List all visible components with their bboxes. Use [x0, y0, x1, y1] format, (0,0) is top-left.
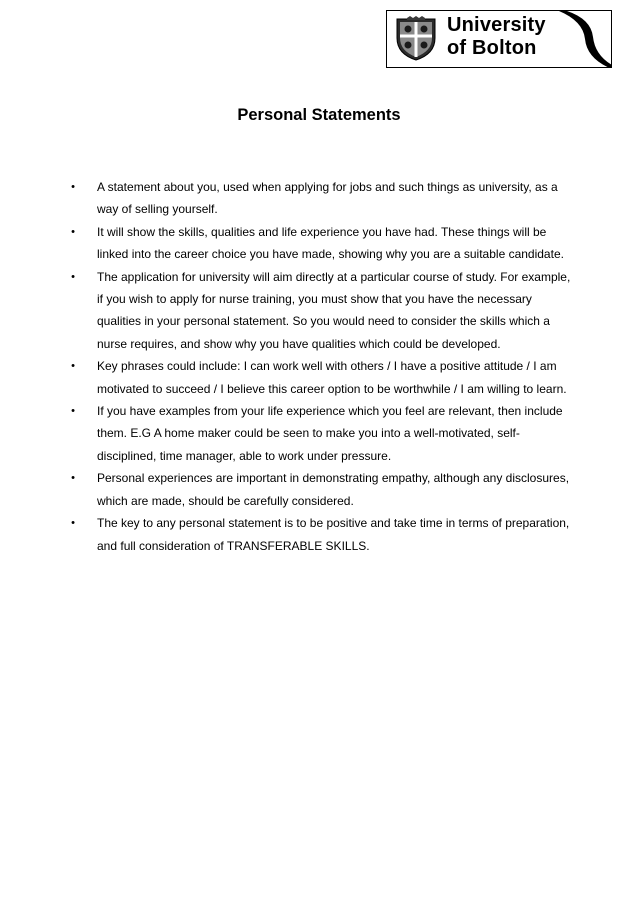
bullet-icon: •: [71, 472, 75, 485]
bullet-icon: •: [71, 517, 75, 530]
list-item: [0, 400, 638, 467]
list-item: [0, 266, 638, 356]
list-item: [0, 355, 638, 400]
bullet-text: It will show the skills, qualities and life experience you have had. These things will be linked into the career choice you have made, showing why you are a suitable candidate.: [97, 224, 564, 262]
bullet-icon: •: [71, 360, 75, 373]
bullet-text: Key phrases could include: I can work well with others / I have a positive attitude / I am motivated to succeed / I believe this career option to be worthwhile / I am willing to learn.: [97, 359, 567, 396]
logo-line-2: of Bolton: [447, 37, 537, 59]
statement-bullet-list: [0, 176, 638, 557]
list-item: [0, 512, 638, 557]
logo-line-1: University: [447, 14, 546, 36]
list-item: [0, 176, 638, 221]
swoosh-icon: [557, 11, 612, 68]
bullet-text: The key to any personal statement is to be positive and take time in terms of preparation, and full consideration of TRANSFERABLE SKILLS.: [97, 516, 570, 553]
bullet-icon: •: [71, 181, 75, 193]
bullet-icon: •: [71, 225, 75, 238]
logo-wordmark: [447, 14, 546, 60]
bullet-text: If you have examples from your life experience which you feel are relevant, then include them. E.G A home maker could be seen to make you into a well-motivated, self-disciplined, time manager, able to work under pressure.: [97, 404, 563, 463]
bullet-text: A statement about you, used when applying for jobs and such things as university, as a way of selling yourself.: [97, 180, 558, 217]
bullet-text: The application for university will aim directly at a particular course of study. For example, if you wish to apply for nurse training, you must show that you have the necessary qualities in your personal statement. So you would need to consider the skills which a nurse requires, and show why you have qualities which could be developed.: [97, 269, 571, 351]
page-title: Personal Statements: [237, 106, 401, 124]
crest-shield-icon: [393, 16, 439, 62]
list-item: [0, 221, 638, 266]
university-logo: [386, 10, 612, 68]
bullet-text: Personal experiences are important in demonstrating empathy, although any disclosures, which are made, should be carefully considered.: [97, 471, 570, 508]
list-item: [0, 467, 638, 512]
bullet-icon: •: [71, 270, 75, 283]
bullet-icon: •: [71, 405, 75, 418]
